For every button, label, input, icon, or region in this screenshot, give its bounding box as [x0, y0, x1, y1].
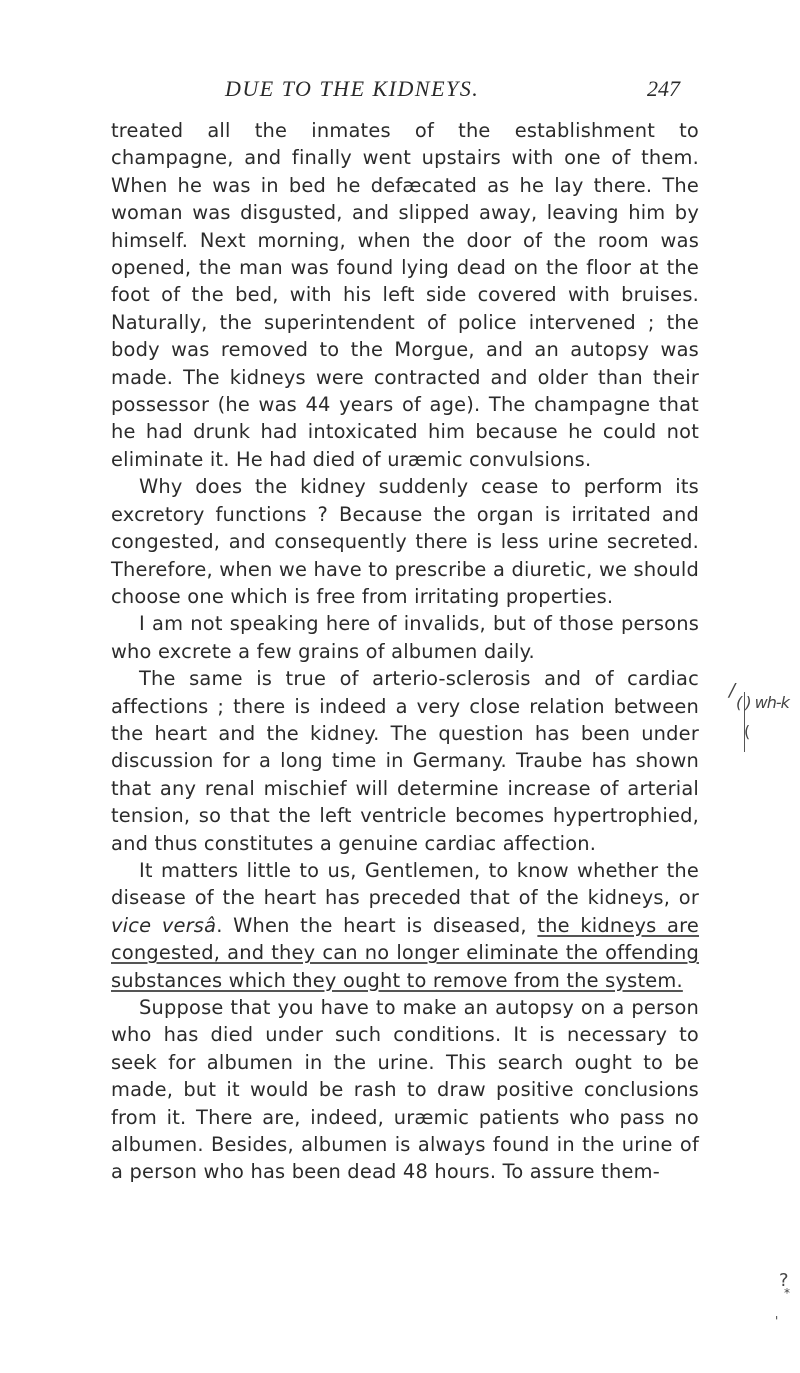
- page-number: 247: [647, 76, 680, 101]
- paragraph-2: Why does the kidney suddenly cease to perform its excretory functions ? Because the organ is irritated and congested, and consequently there is less urine secreted. Therefore, when we have to prescribe a diuretic, we should choose one which is free from irritating properties.: [111, 475, 699, 608]
- running-head: DUE TO THE KIDNEYS.: [225, 76, 480, 101]
- pencil-underlined-passage: the kidneys are congested, and they can no longer eliminate the offending substances which they ought to remove from the system.: [111, 913, 699, 992]
- paragraph-5: [111, 857, 699, 994]
- paragraph-6: Suppose that you have to make an autopsy on a person who has died under such conditions. It is necessary to seek for albumen in the urine. This search ought to be made, but it would be rash to draw positive conclusions from it. There are, indeed, uræmic patients who pass no albumen. Besides, albumen is always found in the urine of a person who has been dead 48 hours. To assure them-: [111, 996, 699, 1184]
- body-text: [111, 117, 699, 1186]
- marginal-tick-mark: ': [775, 1314, 779, 1328]
- paragraph-5-middle: . When the heart is diseased,: [216, 913, 538, 937]
- paragraph-5-lead: It matters little to us, Gentlemen, to know whether the disease of the heart has preceded that of the kidneys, or: [111, 858, 699, 910]
- marginal-mark-slash: /: [729, 680, 736, 701]
- paragraph-1: treated all the inmates of the establishment to champagne, and finally went upstairs with one of them. When he was in bed he defæcated as he lay there. The woman was disgusted, and slipped away, leaving him by himself. Next morning, when the door of the room was opened, the man was found lying dead on the floor at the foot of the bed, with his left side covered with bruises. Naturally, the superintendent of police intervened ; the body was removed to the Morgue, and an autopsy was made. The kidneys were contracted and older than their possessor (he was 44 years of age). The champagne that he had drunk had intoxicated him because he could not eliminate it. He had died of uræmic convulsions.: [111, 119, 699, 471]
- marginal-bracket-mark: (: [744, 722, 751, 741]
- paragraph-4: The same is true of arterio-sclerosis and of cardiac affections ; there is indeed a very close relation between the heart and the kidney. The question has been under discussion for a long time in Germany. Traube has shown that any renal mischief will determine increase of arterial tension, so that the left ventricle becomes hypertrophied, and thus constitutes a genuine cardiac affection.: [111, 667, 699, 855]
- marginal-handwriting: ( ) wh-k: [736, 693, 789, 712]
- marginal-asterisk-mark: *: [784, 1286, 790, 1300]
- marginal-question-mark: ?: [779, 1270, 789, 1291]
- vice-versa-italic: vice versâ: [111, 913, 217, 937]
- paragraph-3: I am not speaking here of invalids, but of those persons who excrete a few grains of albumen daily.: [111, 612, 699, 663]
